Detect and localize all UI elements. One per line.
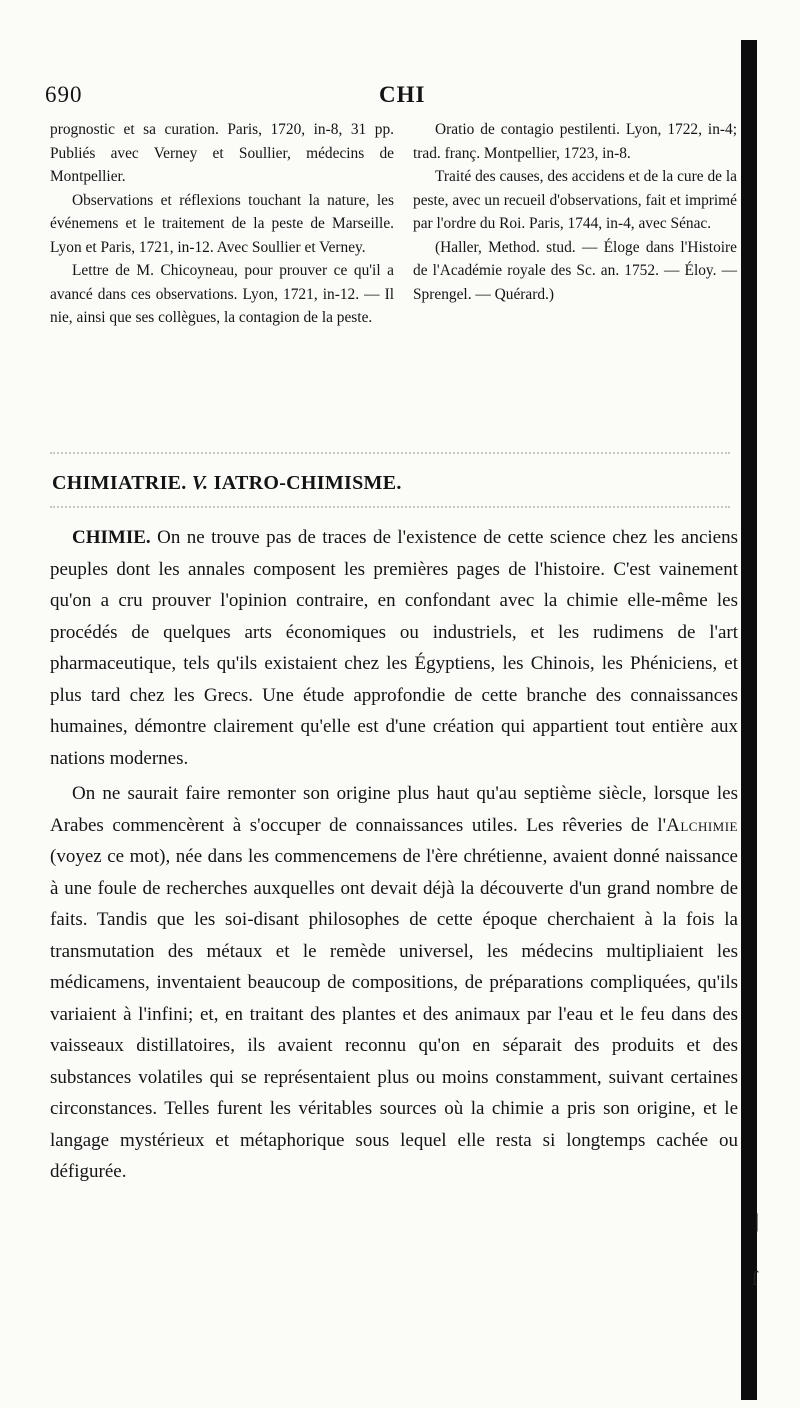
- edge-mark: ſ: [752, 1268, 758, 1290]
- right-paragraph: Oratio de contagio pestilenti. Lyon, 1722, in-4; trad. franç. Montpellier, 1723, in-8.: [413, 121, 737, 162]
- small-caps-term: Alchimie: [666, 814, 738, 836]
- right-paragraph: Traité des causes, des accidens et de la cure de la peste, avec un recueil d'observations, fait et imprimé par l'ordre du Roi. Paris, 1744, in-4, avec Sénac.: [413, 168, 737, 232]
- running-head: CHI: [379, 82, 426, 107]
- entry-title: CHIMIATRIE.: [52, 472, 187, 494]
- right-paragraph: (Haller, Method. stud. — Éloge dans l'Histoire de l'Académie royale des Sc. an. 1752. — Éloy. — Sprengel. — Quérard.): [413, 238, 737, 303]
- left-paragraph: Lettre de M. Chicoyneau, pour prouver ce qu'il a avancé dans ces observations. Lyon, 1721, in-12. — Il nie, ainsi que ses collègues, la contagion de la peste.: [50, 262, 394, 326]
- paragraph-text: (voyez ce mot), née dans les commencemens de l'ère chrétienne, avaient donné naissance à une foule de recherches auxquelles ont devait déjà la découverte d'un grand nombre de faits. Tandis que les soi-disant philosophes de cette époque cherchaient à la fois la transmutation des métaux et le remède universel, les médecins multipliaient les médicamens, inventaient beaucoup de compositions, de préparations compliquées, qu'ils variaient à l'infini; et, en traitant des plantes et des animaux par l'eau et le feu dans des vaisseaux distillatoires, ils avaient reconnu qu'on en séparait des produits et des substances volatiles qui se représentaient plus ou moins constamment, suivant certaines circonstances. Telles furent les véritables sources où la chimie a pris son origine, et le langage mystérieux et métaphorique sous lequel elle resta si longtemps cachée ou défigurée.: [50, 846, 738, 1182]
- bleed-through-noise: [50, 506, 730, 514]
- left-column: [50, 118, 394, 330]
- bleed-through-noise: [50, 452, 730, 460]
- crossref-target: IATRO-CHIMISME.: [213, 472, 402, 494]
- edge-mark: |: [755, 1210, 760, 1232]
- left-paragraph: Observations et réflexions touchant la nature, les événemens et le traitement de la peste de Marseille. Lyon et Paris, 1721, in-12. Avec Soullier et Verney.: [50, 191, 394, 256]
- article-paragraph: [50, 522, 738, 774]
- paragraph-text: On ne trouve pas de traces de l'existence de cette science chez les anciens peuples dont les annales composent les premières pages de l'histoire. C'est vainement qu'on a cru prouver l'opinion contraire, en confondant avec la chimie elle-même les procédés de quelques arts économiques ou industriels, et les rudimens de l'art pharmaceutique, tels qu'ils existaient chez les Égyptiens, les Chinois, les Phéniciens, et plus tard chez les Grecs. Une étude approfondie de cette branche des connaissances humaines, démontre clairement qu'elle est d'une création qui appartient tout entière aux nations modernes.: [50, 527, 738, 769]
- headword: CHIMIE.: [72, 527, 151, 548]
- entry-crossref: [52, 472, 402, 495]
- article-body: [50, 522, 738, 1188]
- page-number: 690: [45, 82, 83, 107]
- page-header: [45, 82, 735, 122]
- right-column: [413, 118, 737, 306]
- scan-edge-shadow: [741, 40, 760, 1400]
- left-paragraph: prognostic et sa curation. Paris, 1720, in-8, 31 pp. Publiés avec Verney et Soullier, médecins de Montpellier.: [50, 121, 394, 185]
- see-label: V.: [191, 472, 209, 494]
- article-paragraph: [50, 778, 738, 1188]
- paragraph-text: On ne saurait faire remonter son origine plus haut qu'au septième siècle, lorsque les Arabes commencèrent à s'occuper de connaissances utiles. Les rêveries de l': [50, 783, 738, 836]
